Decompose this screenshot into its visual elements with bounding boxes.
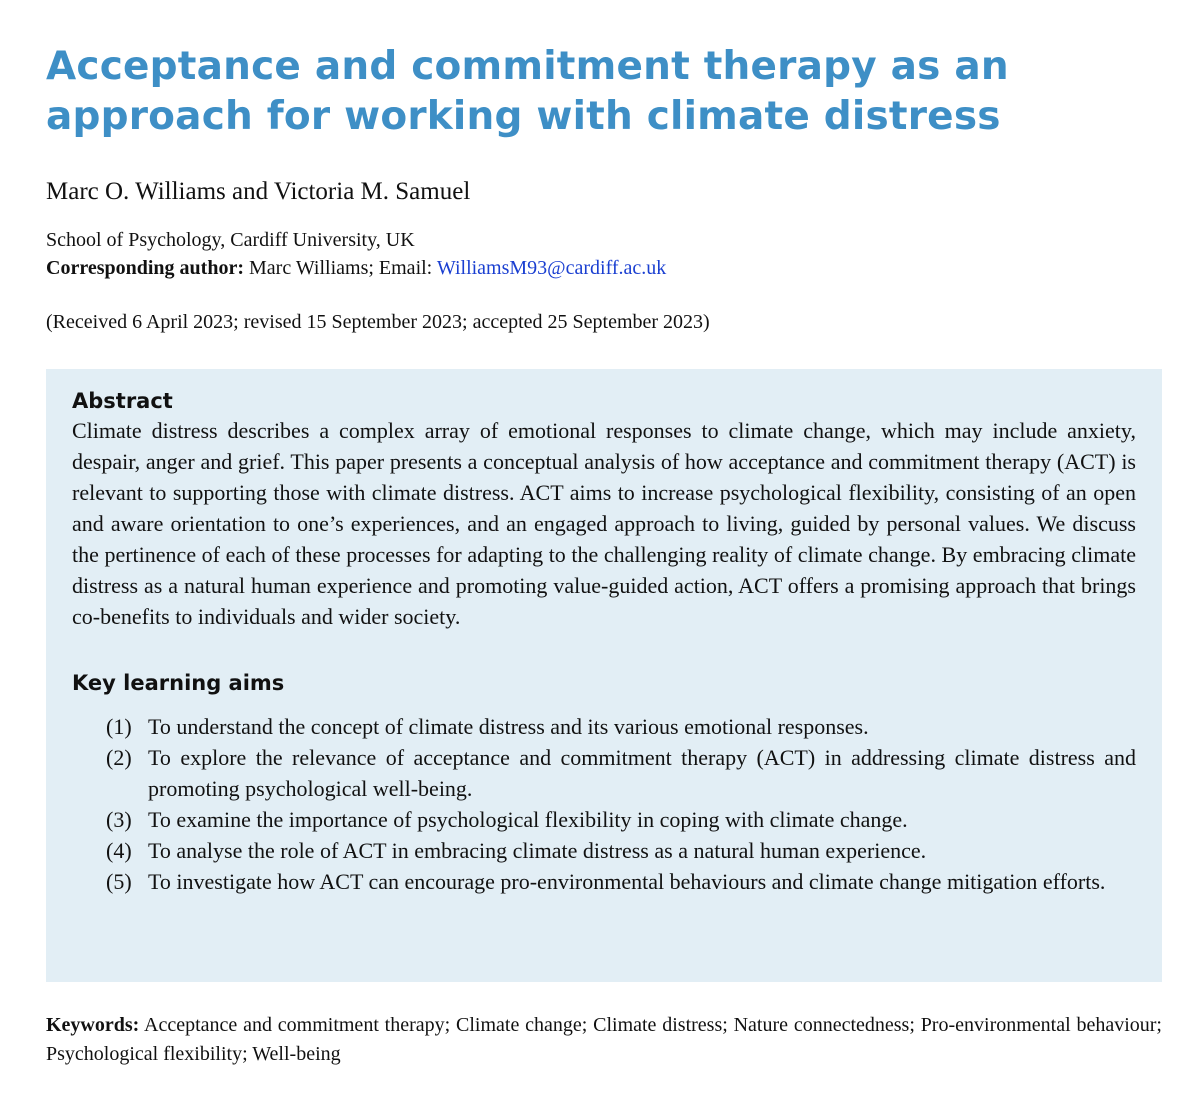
aim-item xyxy=(72,742,1136,804)
abstract-text: Climate distress describes a complex array of emotional responses to climate change, which may include anxiety, despair, anger and grief. This paper presents a conceptual analysis of how acceptance and commitment therapy (ACT) is relevant to supporting those with climate distress. ACT aims to increase psychological flexibility, consisting of an open and aware orientation to one’s experiences, and an engaged approach to living, guided by personal values. We discuss the pertinence of each of these processes for adapting to the challenging reality of climate change. By embracing climate distress as a natural human experience and promoting value-guided action, ACT offers a promising approach that brings co-benefits to individuals and wider society. xyxy=(72,418,1136,629)
keywords xyxy=(46,1011,1162,1069)
aims-list xyxy=(72,711,1136,897)
aim-text: To analyse the role of ACT in embracing climate distress as a natural human experience. xyxy=(148,838,927,863)
article-title: Acceptance and commitment therapy as an approach for working with climate distress xyxy=(46,44,1009,139)
abstract-heading: Abstract xyxy=(72,389,173,413)
aim-text: To understand the concept of climate distress and its various emotional responses. xyxy=(148,714,869,739)
abstract-box xyxy=(46,369,1162,982)
aim-text: To explore the relevance of acceptance and commitment therapy (ACT) in addressing climate distress and promoting psychological well-being. xyxy=(148,745,1136,801)
aim-item xyxy=(72,804,1136,835)
aim-item xyxy=(72,711,1136,742)
aim-number: (2) xyxy=(106,745,132,770)
keywords-text: Acceptance and commitment therapy; Climate change; Climate distress; Nature connectedness; Pro-environmental behaviour; Psychological flexibility; Well-being xyxy=(46,1014,1162,1065)
corresponding-author xyxy=(46,254,666,282)
corresponding-text: Marc Williams; Email: xyxy=(249,257,433,279)
submission-dates: (Received 6 April 2023; revised 15 September 2023; accepted 25 September 2023) xyxy=(46,311,710,333)
email-link[interactable]: WilliamsM93@cardiff.ac.uk xyxy=(436,257,667,279)
corresponding-label: Corresponding author: xyxy=(46,257,244,279)
aims-heading: Key learning aims xyxy=(72,671,285,695)
aim-text: To investigate how ACT can encourage pro-environmental behaviours and climate change mitigation efforts. xyxy=(148,869,1106,894)
author-list: Marc O. Williams and Victoria M. Samuel xyxy=(46,178,471,205)
keywords-label: Keywords: xyxy=(46,1014,140,1036)
aim-text: To examine the importance of psychological flexibility in coping with climate change. xyxy=(148,807,908,832)
aim-number: (4) xyxy=(106,838,132,863)
affiliation: School of Psychology, Cardiff University, UK xyxy=(46,229,415,251)
aim-item xyxy=(72,835,1136,866)
aim-number: (1) xyxy=(106,714,132,739)
affiliation-block xyxy=(46,226,666,282)
aim-number: (3) xyxy=(106,807,132,832)
aim-number: (5) xyxy=(106,869,132,894)
aim-item xyxy=(72,866,1136,897)
